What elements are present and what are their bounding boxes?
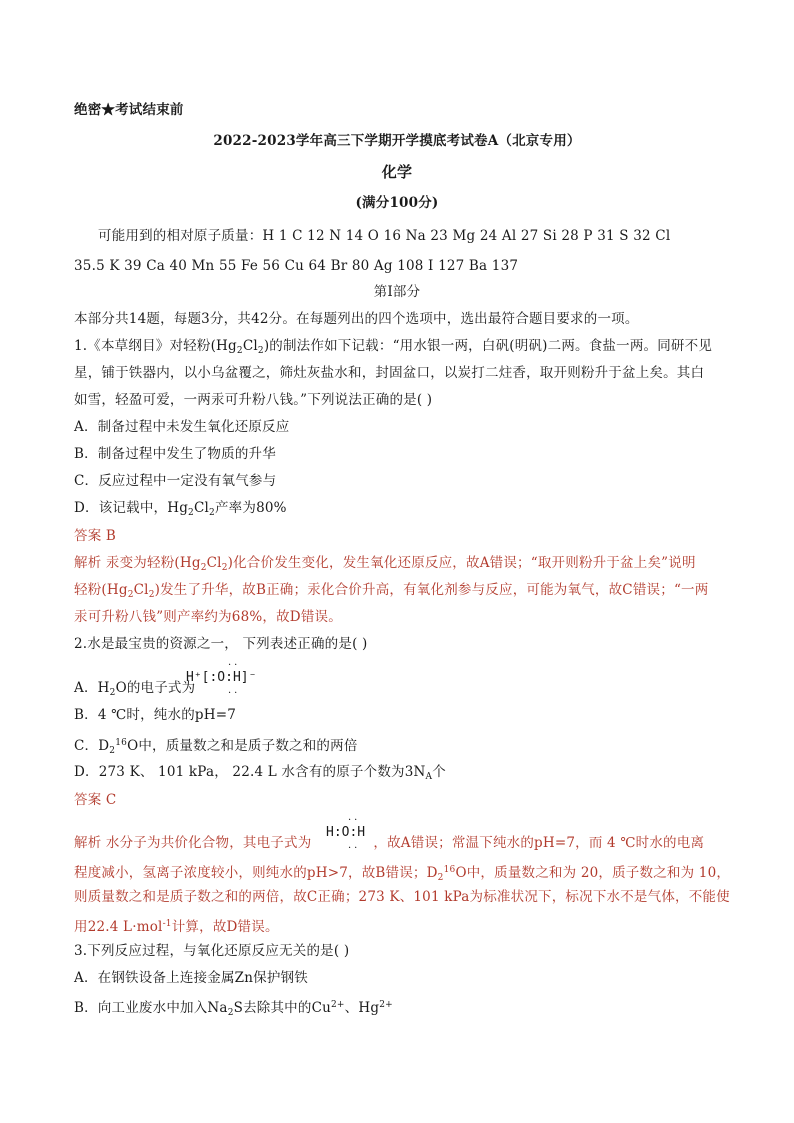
q2-exp-dots-bottom: ·· (348, 843, 361, 854)
q2-option-a: A．$H_2O$的电子式为 (74, 680, 196, 698)
confidential-label: 绝密★考试结束前 (74, 102, 184, 118)
q2-exp-electron-formula: H:O:H (326, 825, 366, 840)
q2-explanation-line2: 程度减小，氢离子浓度较小，则纯水的pH>7，故B错误；$D_2^{16}O$中，质量数之和为 20，质子数之和为 10， (74, 865, 731, 883)
q1-option-a: A．制备过程中未发生氧化还原反应 (74, 419, 290, 435)
q2-explanation-line1: 解析 水分子为共价化合物，其电子式为 ，故A错误；常温下纯水的pH=7，而 4 ℃时水的电离 (74, 835, 705, 851)
q1-option-d: D．该记载中，$Hg_2Cl_2$产率为80% (74, 500, 287, 518)
atomic-masses-line2: 35.5 K 39 Ca 40 Mn 55 Fe 56 Cu 64 Br 80 Ag 108 I 127 Ba 137 (74, 258, 519, 274)
q2-answer: 答案 C (74, 792, 117, 808)
q1-option-c: C．反应过程中一定没有氧气参与 (74, 473, 277, 489)
q3-option-a: A．在钢铁设备上连接金属Zn保护钢铁 (74, 970, 308, 986)
full-score: (满分100分) (355, 195, 439, 211)
q1-stem-line2: 星，铺于铁器内，以小乌盆覆之，筛灶灰盐水和，封固盆口，以炭打二炷香，取开则粉升于盆上矣。其白 (74, 365, 705, 381)
part-instructions: 本部分共14题，每题3分，共42分。在每题列出的四个选项中，选出最符合题目要求的一项。 (74, 311, 639, 327)
q1-explanation-line3: 汞可升粉八钱”则产率约为68%，故D错误。 (74, 609, 342, 625)
q2-exp-dots-top: ·· (348, 815, 361, 826)
q2-electron-dots-top: ·· (228, 660, 241, 671)
subject-title: 化学 (381, 163, 413, 181)
q1-answer: 答案 B (74, 528, 117, 544)
q1-explanation-line2: 轻粉$(Hg_2Cl_2)$发生了升华，故B正确；汞化合价升高，有氧化剂参与反应，可能为氧气，故C错误；“一两 (74, 582, 709, 600)
q2-electron-dots-bottom: ·· (228, 688, 241, 699)
exam-title: 2022-2023学年高三下学期开学摸底考试卷A（北京专用） (213, 133, 581, 149)
q2-stem: 2.水是最宝贵的资源之一， 下列表述正确的是( ) (74, 636, 368, 652)
q2-explanation-line4: 用22.4 L·mol$^{-1}$计算，故D错误。 (74, 919, 279, 935)
atomic-masses-line1: 可能用到的相对原子质量：H 1 C 12 N 14 O 16 Na 23 Mg 24 Al 27 Si 28 P 31 S 32 Cl (98, 228, 671, 244)
q2-option-c: C．$D_2^{16}O$中，质量数之和是质子数之和的两倍 (74, 738, 358, 756)
q2-explanation-line3: 则质量数之和是质子数之和的两倍，故C正确；273 K、101 kPa为标准状况下，标况下水不是气体，不能使 (74, 889, 730, 905)
q1-option-b: B．制备过程中发生了物质的升华 (74, 446, 276, 462)
q1-explanation-line1: 解析 汞变为轻粉$(Hg_2Cl_2)$化合价发生变化，发生氧化还原反应，故A错误；“取开则粉升于盆上矣”说明 (74, 555, 696, 573)
q3-option-b: B．向工业废水中加入$Na_2S$去除其中的$Cu^{2+}$、$Hg^{2+}$ (74, 1000, 393, 1018)
q2-option-d: D．273 K、 101 kPa， 22.4 L 水含有的原子个数为$3N_A$个 (74, 764, 446, 782)
q2-option-b: B．4 ℃时，纯水的pH=7 (74, 707, 237, 723)
q1-stem-line3: 如雪，轻盈可爱，一两汞可升粉八钱。”下列说法正确的是( ) (74, 392, 433, 408)
q3-stem: 3.下列反应过程，与氧化还原反应无关的是( ) (74, 943, 350, 959)
q1-stem-line1: 1.《本草纲目》对轻粉$(Hg_2Cl_2)$的制法作如下记载：“用水银一两，白矾(明矾)二两。食盐一两。同研不见 (74, 338, 713, 356)
q2-electron-formula-ion: H⁺[:O:H]⁻ (186, 670, 257, 685)
part-title: 第Ⅰ部分 (373, 284, 421, 300)
